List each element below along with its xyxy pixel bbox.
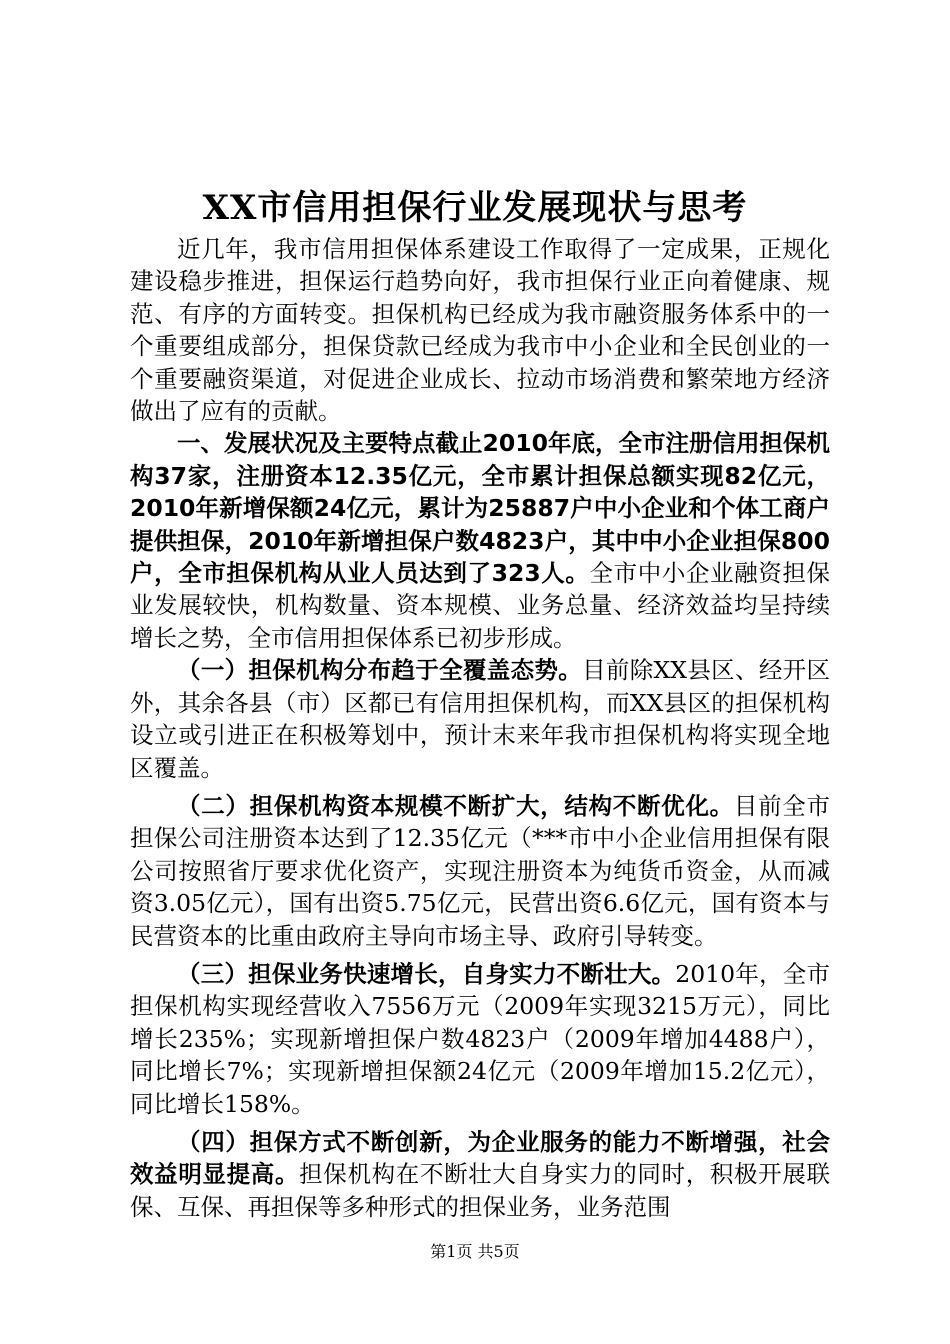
document-title: XX市信用担保行业发展现状与思考 — [202, 188, 748, 228]
paragraph-intro-text: 近几年，我市信用担保体系建设工作取得了一定成果，正规化建设稳步推进，担保运行趋势向好，我市担保行业正向着健康、规范、有序的方面转变。担保机构已经成为我市融资服务体系中的一个重要组成部分，担保贷款已经成为我市中小企业和全民创业的一个重要融资渠道，对促进企业成长、拉动市场消费和繁荣地方经济做出了应有的贡献。 — [130, 235, 830, 426]
paragraph-subsection-2 — [130, 790, 830, 952]
paragraph-intro — [130, 233, 830, 427]
subsection-1-text: 目前除XX县区、经开区外，其余各县（市）区都已有信用担保机构，而XX县区的担保机构设立或引进正在积极筹划中，预计末来年我市担保机构将实现全地区覆盖。 — [130, 656, 830, 782]
subsection-2-text: 目前全市担保公司注册资本达到了12.35亿元（***市中小企业信用担保有限公司按照省厅要求优化资产，实现注册资本为纯货币资金，从而减资3.05亿元），国有出资5.75亿元，民营出资6.6亿元，国有资本与民营资本的比重由政府主导向市场主导、政府引导转变。 — [130, 791, 831, 950]
subsection-4-heading: （四）担保方式不断创新，为企业服务的能力不断增强，社会效益明显提高。 — [130, 1127, 830, 1189]
section-1-heading: 一、发展状况及主要特点截止2010年底，全市注册信用担保机构37家，注册资本12.35亿元，全市累计担保总额实现82亿元，2010年新增保额24亿元，累计为25887户中小企业和个体工商户提供担保，2010年新增担保户数4823户，其中中小企业担保800户，全市担保机构从业人员达到了323人。 — [130, 429, 830, 588]
section-1-text: 全市中小企业融资担保业发展较快，机构数量、资本规模、业务总量、经济效益均呈持续增长之势，全市信用担保体系已初步形成。 — [130, 559, 830, 652]
subsection-2-heading: （二）担保机构资本规模不断扩大，结构不断优化。 — [177, 791, 734, 820]
subsection-4-text: 担保机构在不断壮大自身实力的同时，积极开展联保、互保、再担保等多种形式的担保业务，业务范围 — [130, 1160, 830, 1221]
paragraph-subsection-1 — [130, 654, 830, 784]
subsection-3-heading: （三）担保业务快速增长，自身实力不断壮大。 — [177, 959, 676, 988]
paragraph-subsection-4 — [130, 1126, 830, 1223]
paragraph-subsection-3 — [130, 958, 830, 1120]
page-number-footer: 第1页 共5页 — [430, 1242, 520, 1261]
subsection-3-text: 2010年，全市担保机构实现经营收入7556万元（2009年实现3215万元），同比增长235%；实现新增担保户数4823户（2009年增加4488户），同比增长7%；实现新增担保额24亿元（2009年增加15.2亿元），同比增长158%。 — [130, 959, 830, 1118]
paragraph-section-1 — [130, 427, 830, 654]
subsection-1-heading: （一）担保机构分布趋于全覆盖态势。 — [177, 656, 583, 685]
document-body — [130, 233, 830, 1223]
